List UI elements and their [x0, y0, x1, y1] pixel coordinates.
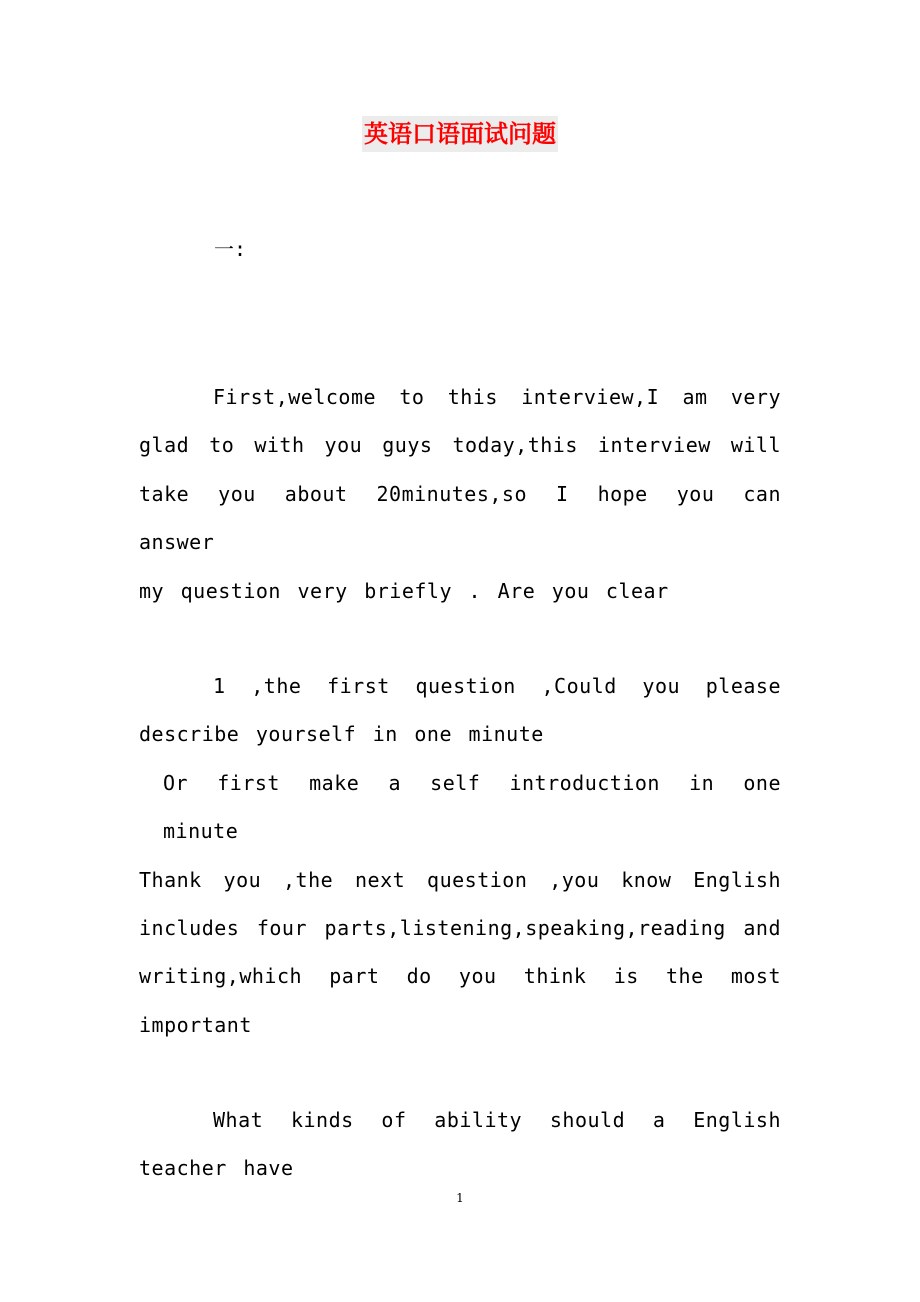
- intro-line: glad to with you guys today,this interview will: [139, 433, 781, 458]
- question-line: Or first make a self introduction in one minute: [163, 770, 781, 844]
- question-line: Thank you ,the next question ,you know English: [139, 867, 781, 892]
- question-line: writing,which part do you think is the most: [139, 964, 781, 989]
- question-two-line: [139, 1096, 781, 1144]
- intro-line-text: First,welcome to this interview,I am very: [213, 385, 781, 409]
- intro-line: my question very briefly . Are you clear: [139, 578, 669, 603]
- question-line: important: [139, 1012, 252, 1037]
- document-title: 英语口语面试问题: [362, 116, 558, 152]
- question-line: describe yourself in one minute: [139, 722, 544, 747]
- question-two-paragraph: [139, 1096, 781, 1193]
- page-number: 1: [456, 1191, 464, 1205]
- question-two-line-text: What kinds of ability should a English: [213, 1108, 781, 1132]
- question-two-line: teacher have: [139, 1156, 294, 1181]
- intro-paragraph: [139, 373, 781, 615]
- question-line: includes four parts,listening,speaking,reading and: [139, 916, 781, 941]
- intro-line: [139, 373, 781, 421]
- intro-line: take you about 20minutes,so I hope you can answer: [139, 481, 781, 555]
- section-heading: 一:: [214, 237, 247, 261]
- title-wrapper: [0, 116, 920, 152]
- question-paragraph: [139, 662, 781, 1049]
- question-line-text: 1 ,the first question ,Could you please: [213, 674, 781, 698]
- question-line: [139, 662, 781, 710]
